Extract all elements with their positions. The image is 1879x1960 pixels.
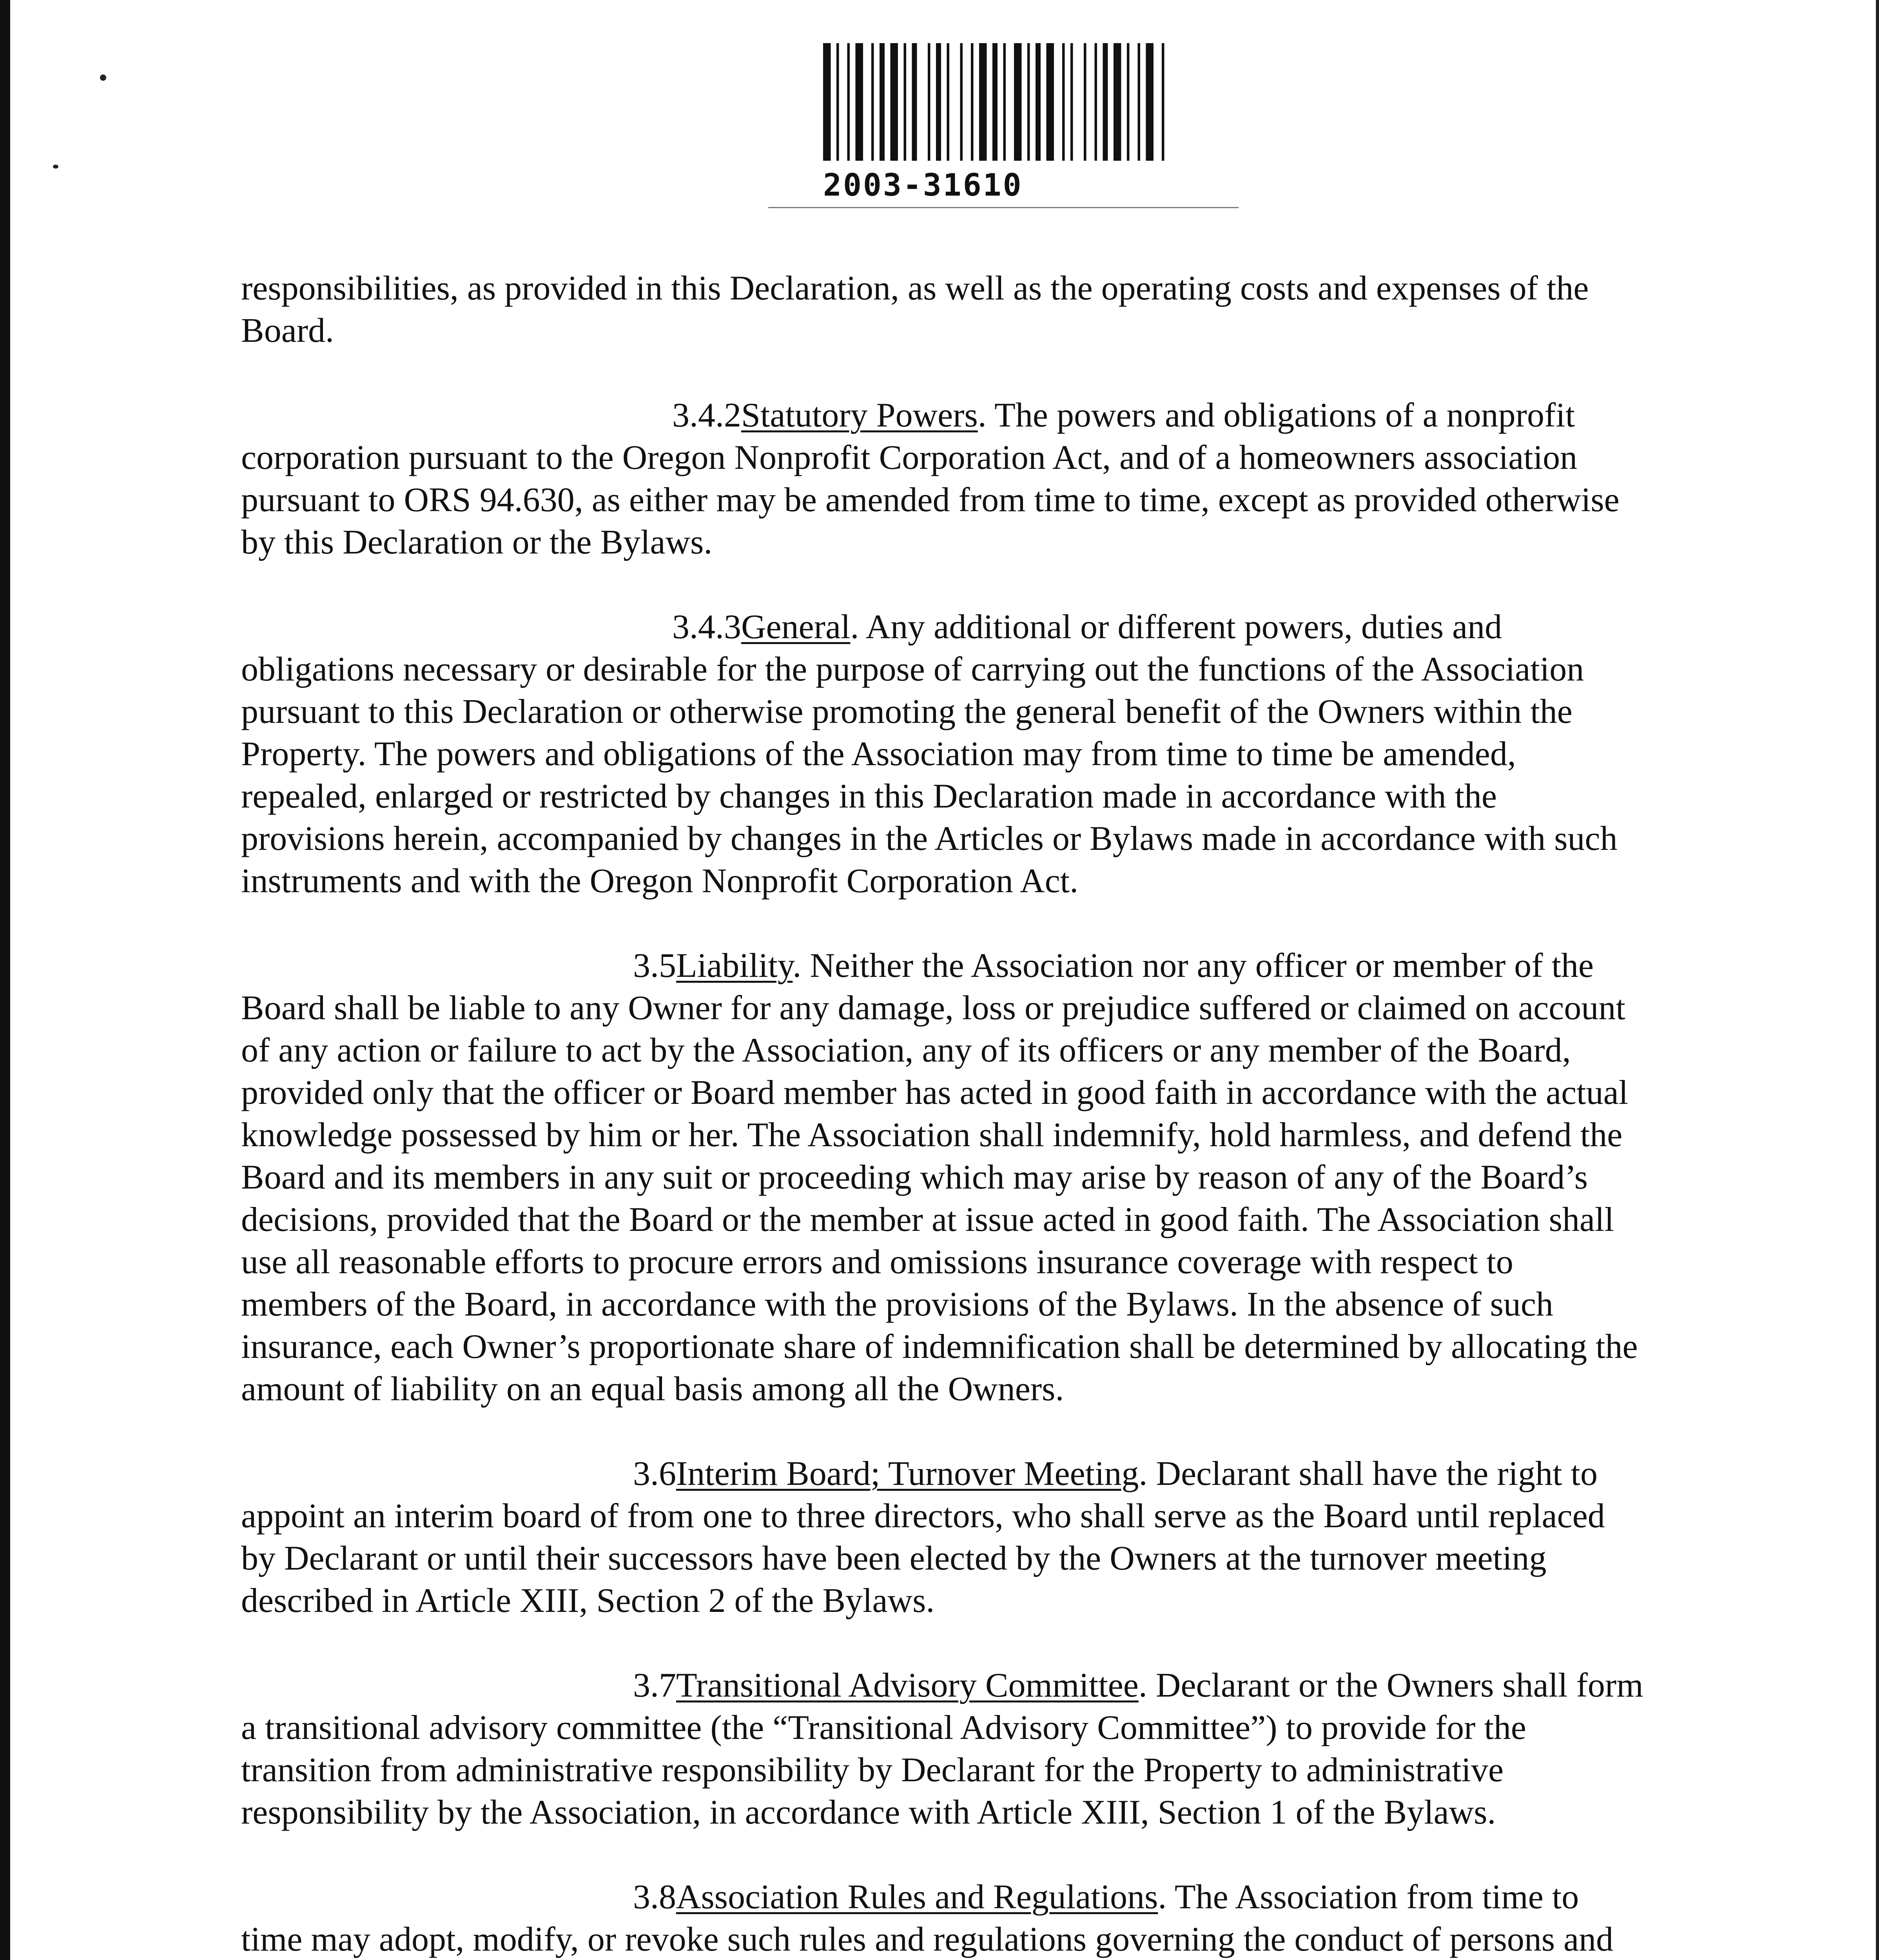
barcode-bar [1114,43,1121,161]
document-body [241,267,1646,1960]
barcode-bar [1070,43,1073,161]
barcode-underline [768,207,1239,208]
section-heading: Association Rules and Regulations [676,1878,1158,1916]
barcode-bar [1047,43,1054,161]
section-heading: Interim Board; Turnover Meeting [676,1455,1139,1493]
section-heading: General [741,608,851,646]
barcode-bar [836,43,839,161]
section-3-6 [241,1453,1646,1622]
barcode-bar [960,43,963,161]
section-number: 3.4.3 [672,608,741,646]
barcode-bar [1036,43,1041,161]
barcode-bar [912,43,917,161]
section-number: 3.6 [633,1455,676,1493]
barcode-bar [936,43,941,161]
scan-edge-left [0,0,10,1960]
barcode-bar [947,43,950,161]
barcode-bar [891,43,898,161]
scan-edge-right [1876,0,1879,1960]
barcode-bar [847,43,850,161]
section-3-8 [241,1876,1646,1960]
barcode-bar [1003,43,1006,161]
barcode-bar [971,43,974,161]
section-3-7 [241,1664,1646,1834]
section-text: . Neither the Association nor any officer or member of the Board shall be liable to any Owner for any damage, loss or prejudice suffered or claimed on account of any action or failure to act by the Association, any of its officers or any member of the Board, provided only that the officer or Board member has acted in good faith in accordance with the actual knowledge possessed by him or her. The Association shall indemnify, hold harmless, and defend the Board and its members in any suit or proceeding which may arise by reason of any of the Board’s decisions, provided that the Board or the member at issue acted in good faith. The Association shall use all reasonable efforts to procure errors and omissions insurance coverage with respect to members of the Board, in accordance with the provisions of the Bylaws. In the absence of such insurance, each Owner’s proportionate share of indemnification shall be determined by allocating the amount of liability on an equal basis among all the Owners. [241,947,1638,1408]
barcode-bar [1014,43,1022,161]
barcode-bar [904,43,907,161]
section-3-4-3 [241,606,1646,902]
barcode-bar [856,43,863,161]
section-text: . Declarant shall have the right to appoint an interim board of from one to three directors, who shall serve as the Board until replaced by Declarant or until their successors have been elected by the Owners at the turnover meeting described in Article XIII, Section 2 of the Bylaws. [241,1455,1605,1620]
barcode-bar [1138,43,1141,161]
section-text: . Any additional or different powers, duties and obligations necessary or desirable for the purpose of carrying out the functions of the Association pursuant to this Declaration or otherwise promoting the general benefit of the Owners within the Property. The powers and obligations of the Association may from time to time be amended, repealed, enlarged or restricted by changes in this Declaration made in accordance with the provisions herein, accompanied by changes in the Articles or Bylaws made in accordance with such instruments and with the Oregon Nonprofit Corporation Act. [241,608,1618,900]
barcode-bar [979,43,987,161]
section-number: 3.4.2 [672,396,741,434]
section-heading: Liability [676,947,793,985]
paragraph-continued: responsibilities, as provided in this Declaration, as well as the operating costs and expenses of the Board. [241,269,1589,350]
section-text: . The Association from time to time may adopt, modify, or revoke such rules and regulations governing the conduct of persons and [241,1878,1614,1958]
section-heading: Statutory Powers [741,396,978,434]
barcode-bar [1146,43,1154,161]
barcode [815,43,1168,208]
section-heading: Transitional Advisory Committee [676,1666,1139,1704]
section-number: 3.5 [633,947,676,985]
barcode-bar [1027,43,1030,161]
barcode-bar [1162,43,1164,161]
scan-speck [100,74,106,81]
barcode-bar [871,43,874,161]
barcode-bar [1095,43,1097,161]
barcode-bar [1084,43,1086,161]
barcode-bar [1127,43,1130,161]
section-3-5 [241,945,1646,1410]
barcode-bar [1062,43,1065,161]
section-number: 3.7 [633,1666,676,1704]
barcode-bar [992,43,998,161]
barcode-bar [880,43,885,161]
section-number: 3.8 [633,1878,676,1916]
barcode-bar [1103,43,1108,161]
barcode-bars [815,43,1168,169]
barcode-bar [928,43,930,161]
section-text: . Declarant or the Owners shall form a transitional advisory committee (the “Transitional Advisory Committee”) to provide for the transition from administrative responsibility by Declarant for the Property to administrative responsibility by the Association, in accordance with Article XIII, Section 1 of the Bylaws. [241,1666,1643,1831]
section-text: . The powers and obligations of a nonprofit corporation pursuant to the Oregon Nonprofit Corporation Act, and of a homeowners association pursuant to ORS 94.630, as either may be amended from time to time, except as provided otherwise by this Declaration or the Bylaws. [241,396,1620,561]
barcode-number: 2003-31610 [823,168,1023,203]
barcode-bar [823,43,831,161]
section-3-4-2 [241,394,1646,564]
scan-speck [53,165,58,169]
